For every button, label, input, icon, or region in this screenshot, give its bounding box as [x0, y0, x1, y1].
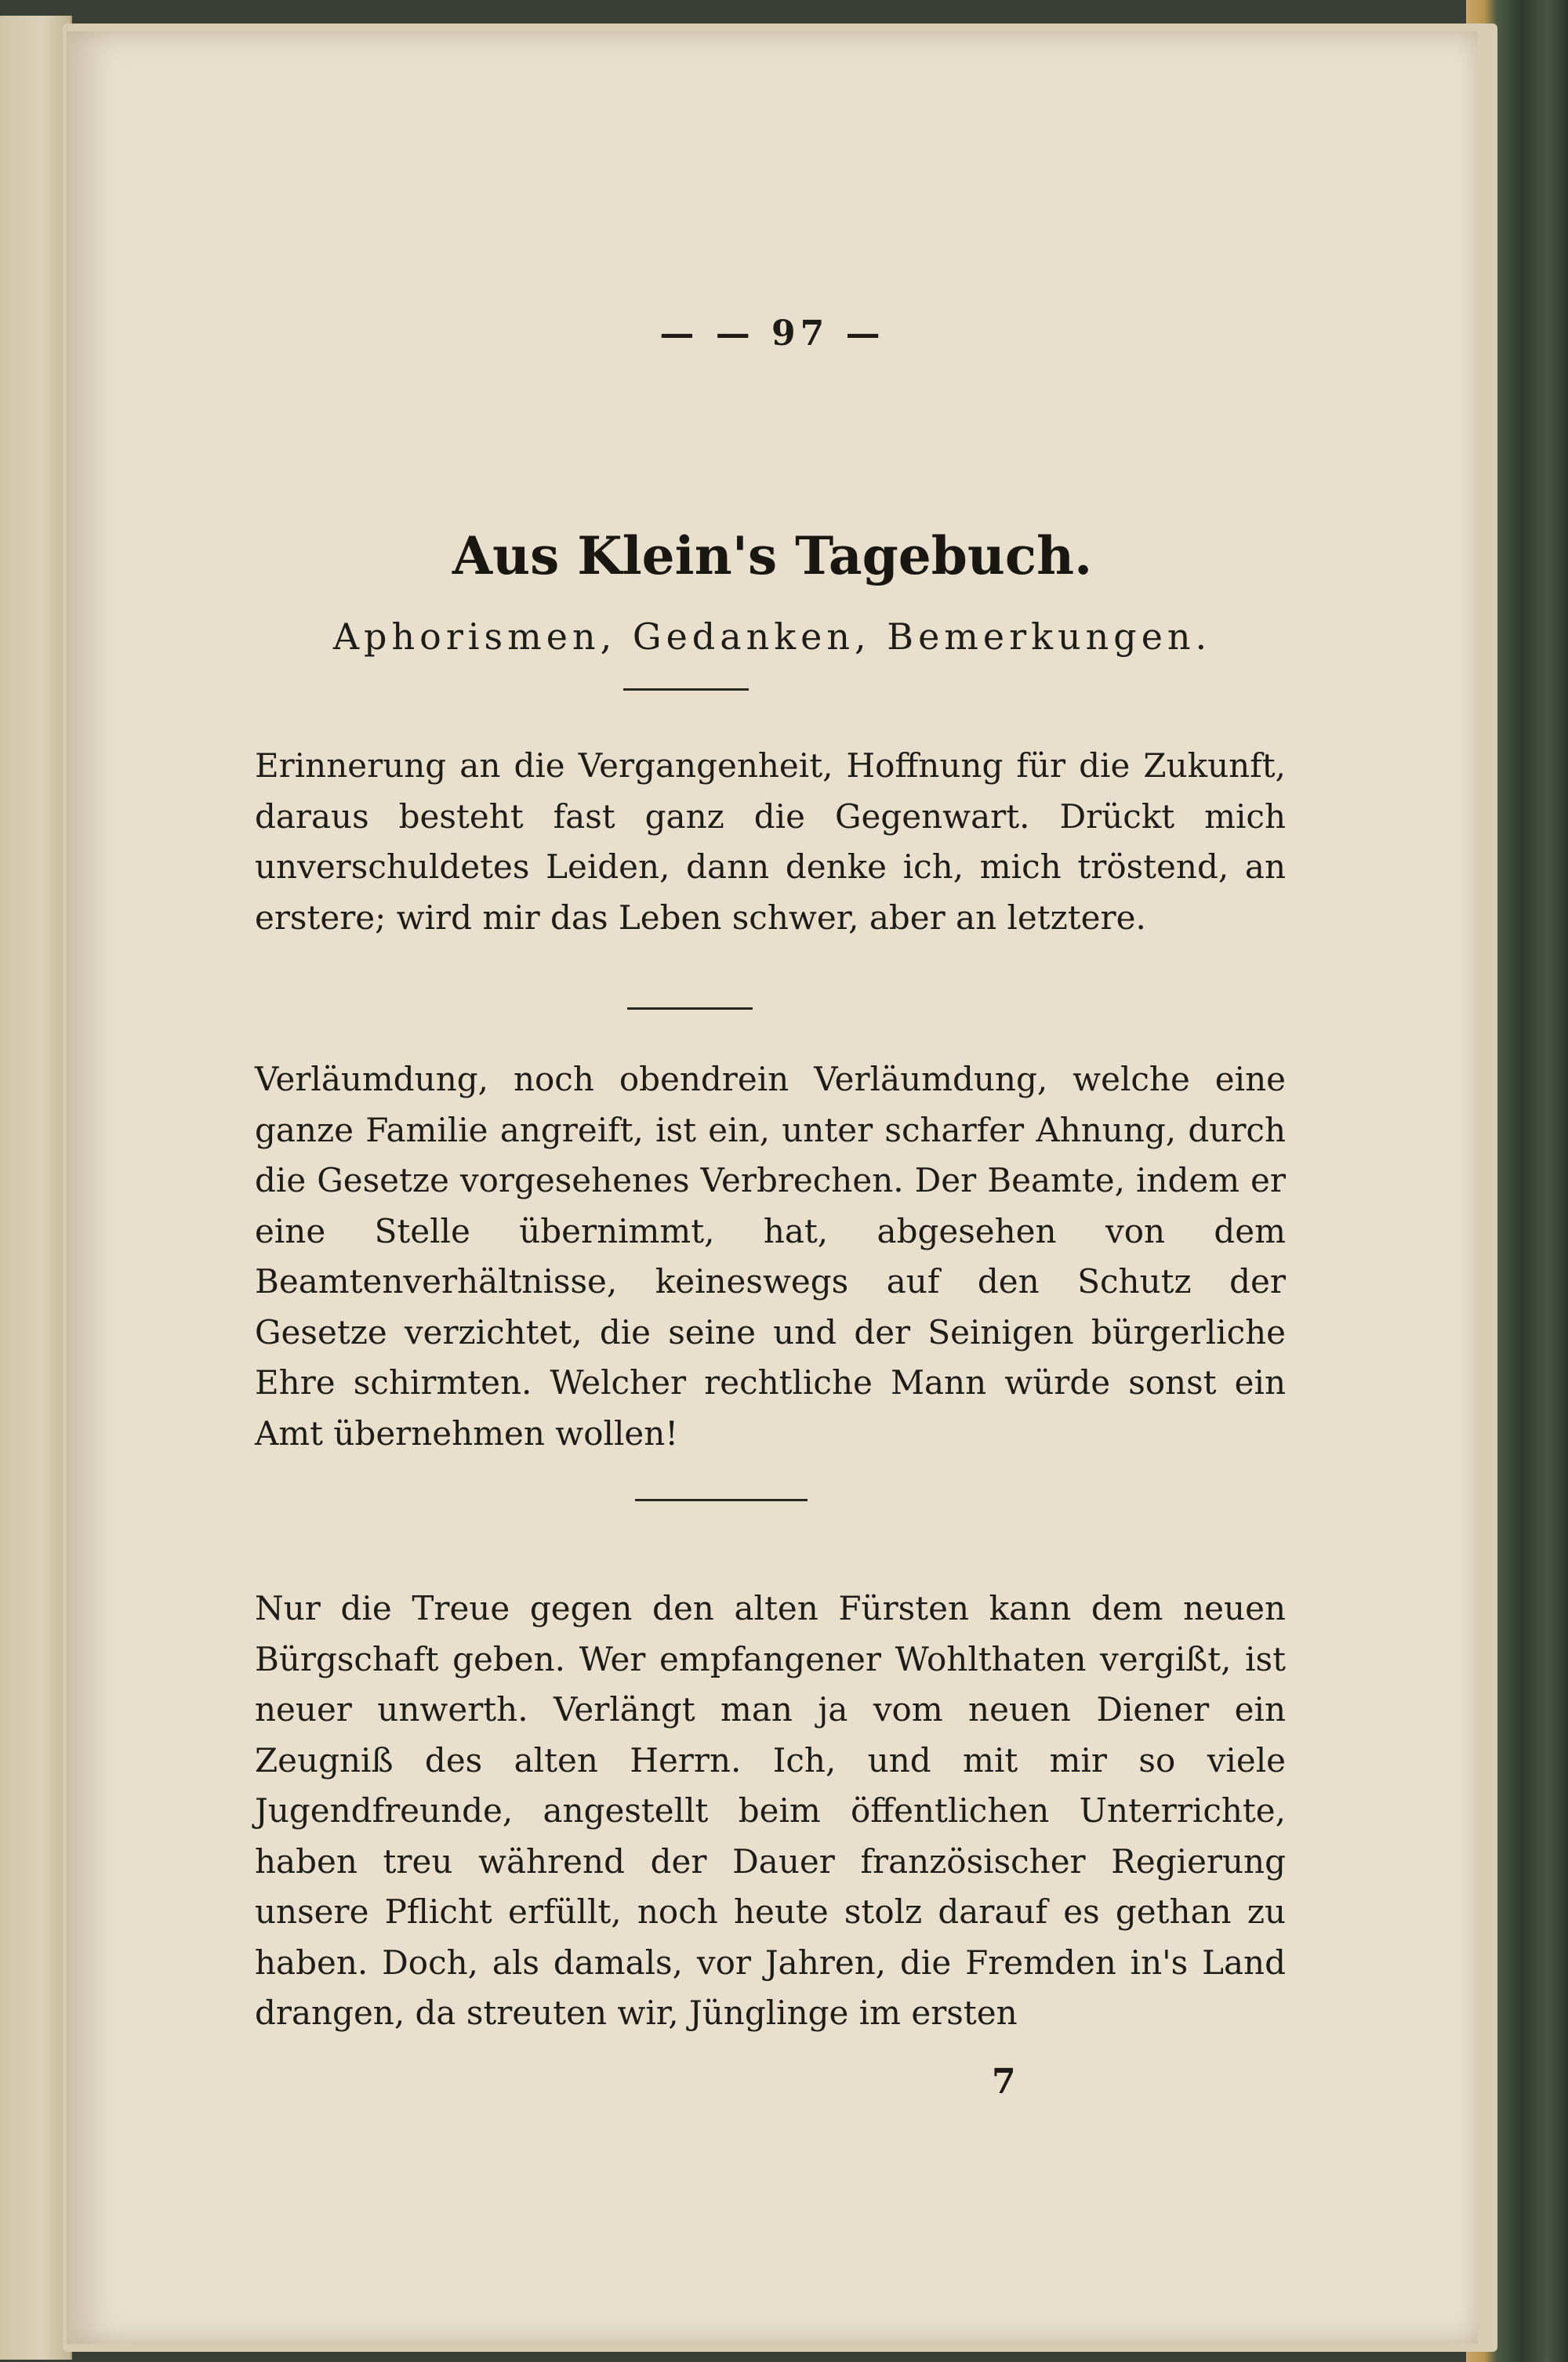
divider-rule	[623, 688, 749, 691]
paragraph-2: Verläumdung, noch obendrein Verläumdung, welche eine ganze Familie angreift, ist ein, unter scharfer Ahnung, durch die Gesetze vorgesehenes Verbrechen. Der Beamte, indem er eine Stelle übernimmt, hat, abgesehen von dem Beamtenverhältnisse, keineswegs auf den Schutz der Gesetze verzichtet, die seine und der Seinigen bürgerliche Ehre schirmten. Welcher rechtliche Mann würde sonst ein Amt übernehmen wollen!	[255, 1060, 1286, 1453]
divider-rule	[627, 1007, 753, 1010]
page-subtitle: Aphorismen, Gedanken, Bemerkungen.	[332, 615, 1212, 658]
page-title: Aus Klein's Tagebuch.	[452, 525, 1093, 586]
page-number: — — 97 —	[659, 314, 885, 354]
signature-mark: 7	[992, 2062, 1016, 2102]
paragraph-1: Erinnerung an die Vergangenheit, Hoffnung für die Zukunft, daraus besteht fast ganz die Gegenwart. Drückt mich unverschuldetes Leiden, dann denke ich, mich tröstend, an erstere; wird mir das Leben schwer, aber an letztere.	[255, 746, 1286, 937]
paragraph-3: Nur die Treue gegen den alten Fürsten kann dem neuen Bürgschaft geben. Wer empfangener Wohlthaten vergißt, ist neuer unwerth. Verlängt man ja vom neuen Diener ein Zeugniß des alten Herrn. Ich, und mit mir so viele Jugendfreunde, angestellt beim öffentlichen Unterrichte, haben treu während der Dauer französischer Regierung unsere Pflicht erfüllt, noch heute stolz darauf es gethan zu haben. Doch, als damals, vor Jahren, die Fremden in's Land drangen, da streuten wir, Jünglinge im ersten	[255, 1589, 1286, 2032]
book-page	[67, 31, 1478, 2344]
divider-rule	[635, 1499, 808, 1501]
left-page-edge	[0, 16, 72, 2360]
